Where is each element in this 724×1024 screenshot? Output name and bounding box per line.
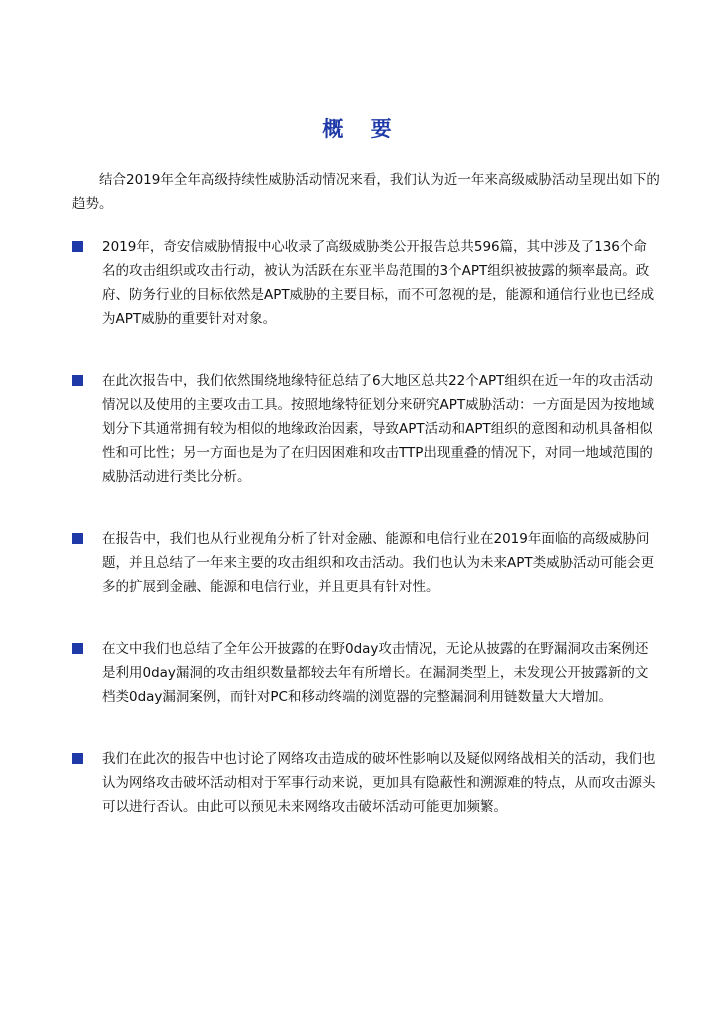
page-title: 概 要 — [322, 117, 402, 142]
list-item-text: 在文中我们也总结了全年公开披露的在野0day攻击情况，无论从披露的在野漏洞攻击案例还是利用0day漏洞的攻击组织数量都较去年有所增长。在漏洞类型上，未发现公开披露新的文档类0day漏洞案例，而针对PC和移动终端的浏览器的完整漏洞利用链数量大大增加。 — [102, 641, 649, 705]
square-bullet-icon — [72, 643, 83, 654]
list-item — [72, 369, 660, 489]
list-item-text: 我们在此次的报告中也讨论了网络攻击造成的破坏性影响以及疑似网络战相关的活动，我们也认为网络攻击破坏活动相对于军事行动来说，更加具有隐蔽性和溯源难的特点，从而攻击源头可以进行否认。由此可以预见未来网络攻击破坏活动可能更加频繁。 — [102, 751, 656, 815]
list-item — [72, 747, 660, 819]
trend-list — [72, 235, 660, 857]
list-item-text: 2019年，奇安信威胁情报中心收录了高级威胁类公开报告总共596篇，其中涉及了136个命名的攻击组织或攻击行动，被认为活跃在东亚半岛范围的3个APT组织被披露的频率最高。政府、防务行业的目标依然是APT威胁的主要目标，而不可忽视的是，能源和通信行业也已经成为APT威胁的重要针对对象。 — [102, 239, 655, 327]
square-bullet-icon — [72, 375, 83, 386]
list-item — [72, 527, 660, 599]
square-bullet-icon — [72, 533, 83, 544]
intro-paragraph: 结合2019年全年高级持续性威胁活动情况来看，我们认为近一年来高级威胁活动呈现出如下的趋势。 — [72, 172, 660, 212]
list-item — [72, 235, 660, 331]
list-item-text: 在此次报告中，我们依然围绕地缘特征总结了6大地区总共22个APT组织在近一年的攻击活动情况以及使用的主要攻击工具。按照地缘特征划分来研究APT威胁活动：一方面是因为按地域划分下其通常拥有较为相似的地缘政治因素，导致APT活动和APT组织的意图和动机具备相似性和可比性；另一方面也是为了在归因困难和攻击TTP出现重叠的情况下，对同一地域范围的威胁活动进行类比分析。 — [102, 373, 655, 485]
list-item-text: 在报告中，我们也从行业视角分析了针对金融、能源和电信行业在2019年面临的高级威胁问题，并且总结了一年来主要的攻击组织和攻击活动。我们也认为未来APT类威胁活动可能会更多的扩展到金融、能源和电信行业，并且更具有针对性。 — [102, 531, 655, 595]
square-bullet-icon — [72, 753, 83, 764]
list-item — [72, 637, 660, 709]
square-bullet-icon — [72, 241, 83, 252]
